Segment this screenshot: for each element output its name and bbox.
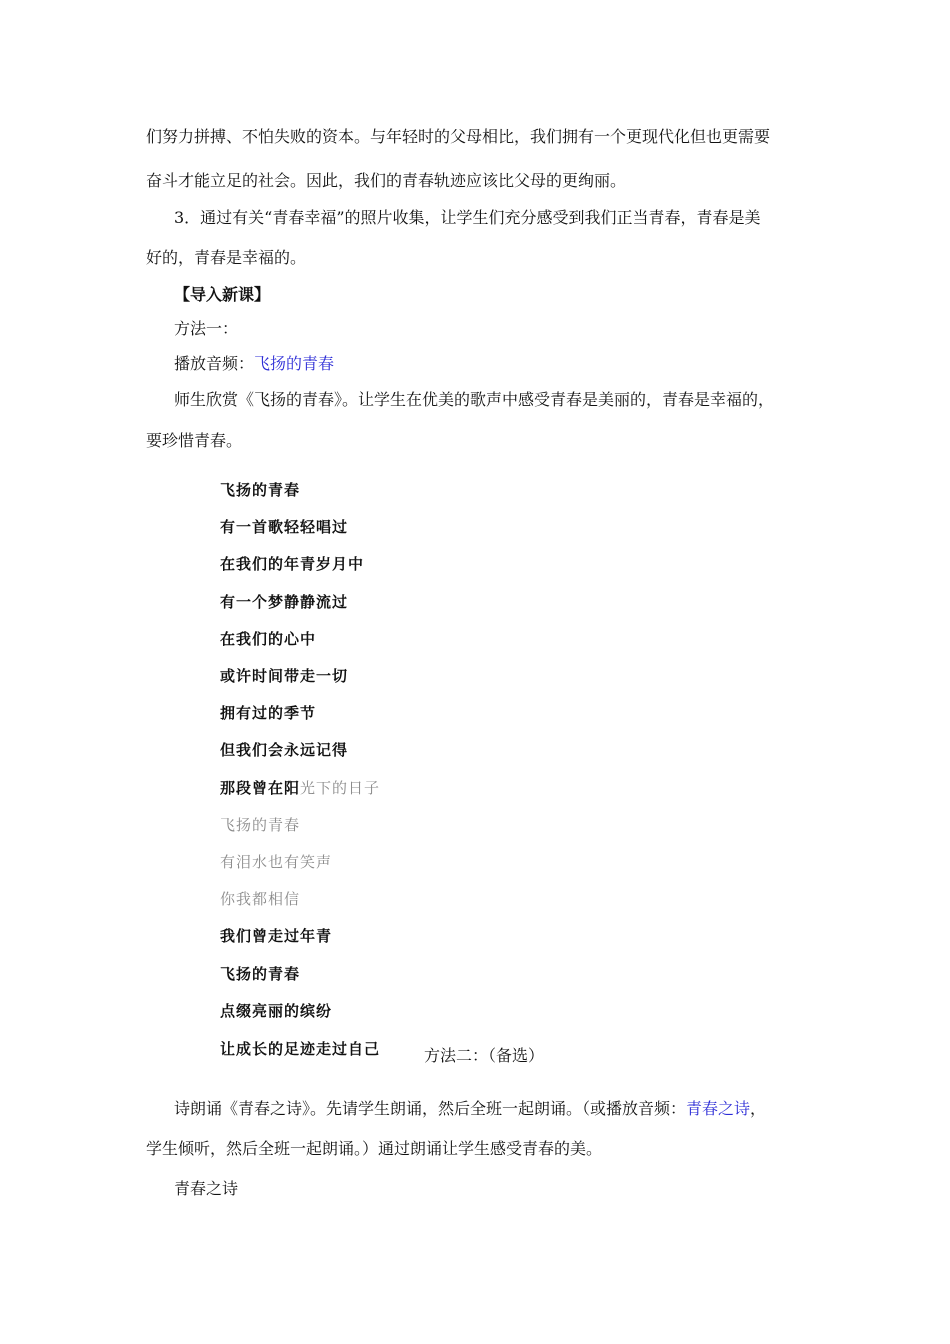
lyric-line: 在我们的心中 bbox=[220, 630, 317, 648]
recitation-text-end: ， bbox=[750, 1099, 767, 1118]
audio-line bbox=[174, 353, 334, 375]
section-heading: 【导入新课】 bbox=[174, 285, 271, 304]
lyric-line: 有一首歌轻轻唱过 bbox=[220, 518, 349, 536]
paragraph-line: 师生欣赏《飞扬的青春》。让学生在优美的歌声中感受青春是美丽的，青春是幸福的， bbox=[174, 390, 775, 409]
audio-link-youth-poem[interactable]: 青春之诗 bbox=[686, 1099, 751, 1118]
lyric-line bbox=[220, 778, 380, 798]
paragraph-line: 奋斗才能立足的社会。因此，我们的青春轨迹应该比父母的更绚丽。 bbox=[146, 171, 627, 190]
lyric-line: 有泪水也有笑声 bbox=[220, 853, 333, 871]
audio-prefix: 播放音频： bbox=[174, 354, 255, 373]
paragraph-line: 们努力拼搏、不怕失败的资本。与年轻时的父母相比，我们拥有一个更现代化但也更需要 bbox=[146, 127, 771, 146]
paragraph-line: 要珍惜青春。 bbox=[146, 431, 243, 450]
lyric-line: 你我都相信 bbox=[220, 890, 301, 908]
poem-title: 青春之诗 bbox=[174, 1179, 239, 1198]
lyric-line: 飞扬的青春 bbox=[220, 965, 301, 983]
lyric-line: 拥有过的季节 bbox=[220, 704, 317, 722]
audio-link-flying-youth[interactable]: 飞扬的青春 bbox=[254, 354, 335, 373]
lyric-line: 有一个梦静静流过 bbox=[220, 593, 349, 611]
lyric-line: 飞扬的青春 bbox=[220, 481, 301, 499]
lyric-line: 飞扬的青春 bbox=[220, 816, 301, 834]
recitation-text: 诗朗诵《青春之诗》。先请学生朗诵，然后全班一起朗诵。（或播放音频： bbox=[174, 1099, 687, 1118]
paragraph-line bbox=[174, 1098, 766, 1120]
lyric-line: 在我们的年青岁月中 bbox=[220, 555, 365, 573]
lyric-segment: 那段曾在阳 bbox=[220, 779, 301, 797]
lyric-line: 点缀亮丽的缤纷 bbox=[220, 1002, 333, 1020]
method-one-label: 方法一： bbox=[174, 319, 239, 338]
lyric-segment-faded: 光下的日子 bbox=[300, 779, 381, 797]
lyric-line: 但我们会永远记得 bbox=[220, 741, 349, 759]
method-two-label: 方法二：（备选） bbox=[424, 1046, 545, 1065]
lyric-line: 或许时间带走一切 bbox=[220, 667, 349, 685]
lyric-line: 我们曾走过年青 bbox=[220, 927, 333, 945]
lyric-line: 让成长的足迹走过自己 bbox=[220, 1040, 381, 1058]
paragraph-line: 学生倾听，然后全班一起朗诵。）通过朗诵让学生感受青春的美。 bbox=[146, 1139, 603, 1158]
paragraph-line: 好的，青春是幸福的。 bbox=[146, 248, 307, 267]
paragraph-line: 3．通过有关“青春幸福”的照片收集，让学生们充分感受到我们正当青春，青春是美 bbox=[174, 208, 761, 227]
